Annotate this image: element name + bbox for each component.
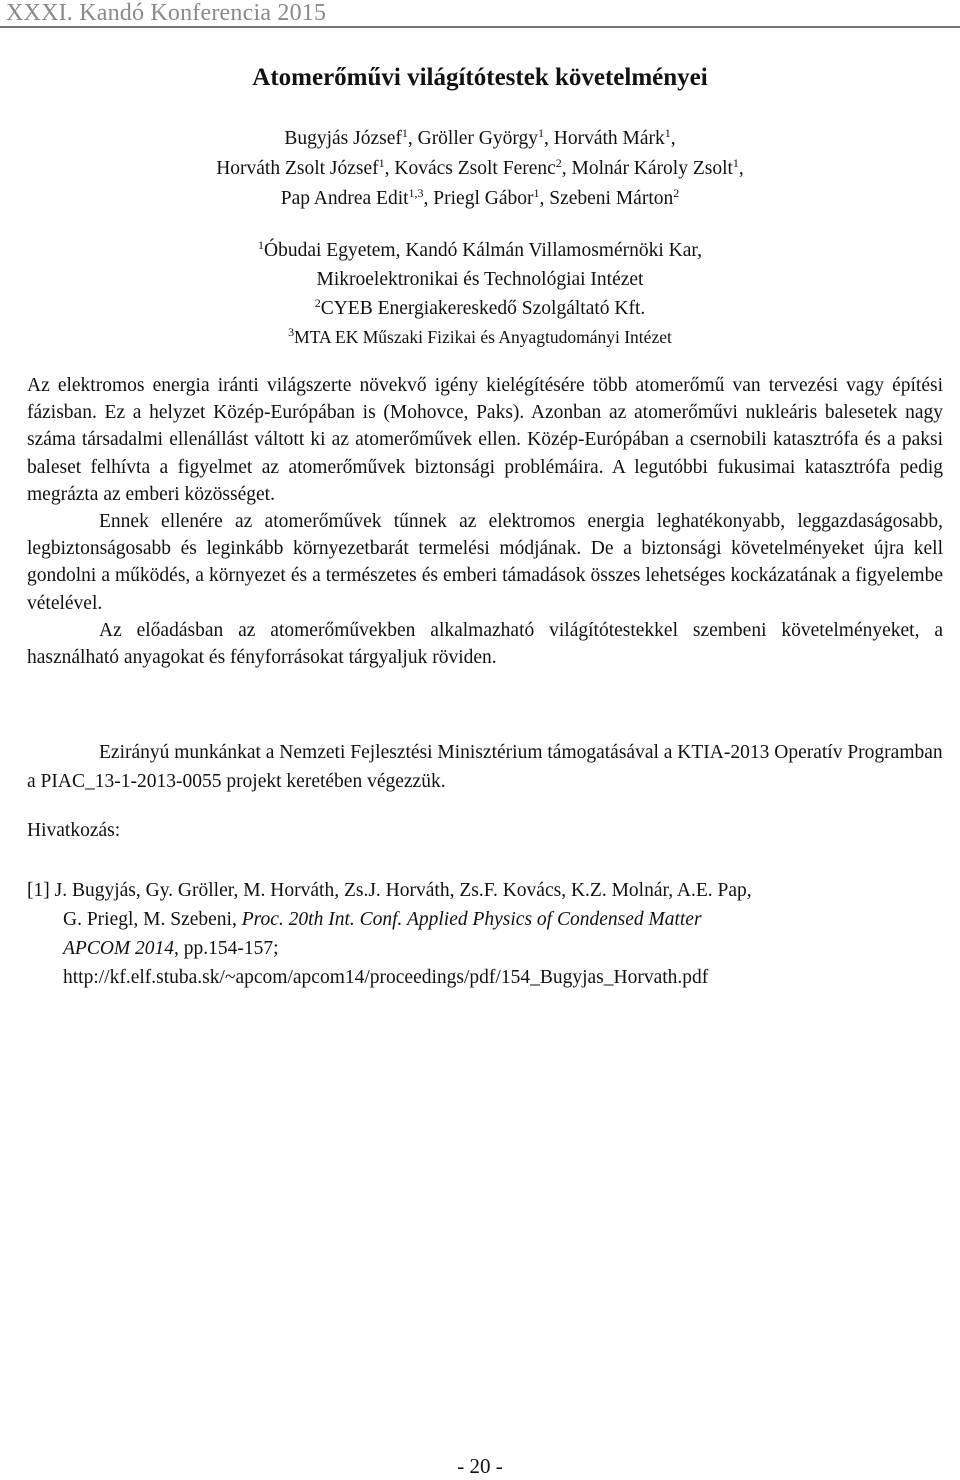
affiliation-marker: 1 [538, 126, 545, 140]
page-number: - 20 - [457, 1454, 503, 1478]
affiliation-text: CYEB Energiakereskedő Szolgáltató Kft. [320, 298, 646, 319]
reference-line: [1] J. Bugyjás, Gy. Gröller, M. Horváth, Zs.J. Horváth, Zs.F. Kovács, K.Z. Molnár, A.E. Pap, [27, 880, 752, 901]
reference-venue: Proc. 20th Int. Conf. Applied Physics of Condensed Matter [241, 909, 702, 930]
reference-1 [27, 876, 943, 992]
author-name: Pap Andrea Edit [280, 188, 409, 209]
affiliation-marker: 2 [555, 156, 562, 170]
author-separator: , [670, 128, 676, 149]
affiliation-marker: 1 [378, 156, 385, 170]
affiliation-marker: 1 [664, 126, 671, 140]
author-name: Horváth Zsolt József [216, 158, 379, 179]
acknowledgement [27, 738, 943, 796]
reference-pages: , pp.154-157; [174, 938, 279, 959]
author-name: , Molnár Károly Zsolt [561, 158, 733, 179]
author-line-3 [0, 184, 960, 214]
abstract [27, 372, 943, 671]
reference-venue: APCOM 2014 [63, 938, 175, 959]
affiliation-marker: 1 [732, 156, 739, 170]
affiliation-1-cont [0, 265, 960, 294]
running-header [0, 0, 960, 28]
author-name: , Priegl Gábor [423, 188, 534, 209]
affiliation-text: Mikroelektronikai és Technológiai Intézet [316, 269, 644, 290]
author-name: , Gröller György [407, 128, 539, 149]
affiliation-marker: 1,3 [408, 186, 424, 200]
author-line-2 [0, 154, 960, 184]
author-name: , Horváth Márk [544, 128, 665, 149]
affiliation-text: MTA EK Műszaki Fizikai és Anyagtudományi Intézet [294, 327, 672, 347]
conference-title: XXXI. Kandó Konferencia 2015 [6, 0, 327, 26]
affiliation-1 [0, 236, 960, 265]
author-name: , Szebeni Márton [539, 188, 674, 209]
affiliation-number: 1 [258, 238, 265, 252]
affiliation-marker: 1 [533, 186, 540, 200]
abstract-paragraph-3: Az előadásban az atomerőművekben alkalmazható világítótestekkel szembeni követelményeket, a használható anyagokat és fényforrásokat tárgyaljuk röviden. [27, 619, 943, 669]
affiliation-list [0, 236, 960, 352]
acknowledgement-text: Ezirányú munkánkat a Nemzeti Fejlesztési Minisztérium támogatásával a KTIA-2013 Operatív Programban a PIAC_13-1-2013-0055 projekt keretében végezzük. [27, 742, 943, 792]
reference-authors: G. Priegl, M. Szebeni, [63, 909, 242, 930]
references-heading: Hivatkozás: [27, 820, 121, 841]
reference-line [27, 905, 943, 934]
paper-title: Atomerőművi világítótestek követelményei [252, 64, 708, 91]
author-name: Bugyjás József [284, 128, 402, 149]
affiliation-text: Óbudai Egyetem, Kandó Kálmán Villamosmérnöki Kar, [264, 240, 702, 261]
affiliation-2 [0, 294, 960, 323]
affiliation-marker: 1 [401, 126, 408, 140]
affiliation-number: 2 [314, 296, 321, 310]
author-name: , Kovács Zsolt Ferenc [384, 158, 556, 179]
author-separator: , [738, 158, 744, 179]
reference-url[interactable]: http://kf.elf.stuba.sk/~apcom/apcom14/proceedings/pdf/154_Bugyjas_Horvath.pdf [63, 967, 709, 988]
author-line-1 [0, 124, 960, 154]
author-list [0, 124, 960, 214]
reference-line [27, 934, 943, 963]
abstract-paragraph-1: Az elektromos energia iránti világszerte növekvő igény kielégítésére több atomerőmű van tervezési vagy építési fázisban. Ez a helyzet Közép-Európában is (Mohovce, Paks). Azonban az atomerőművi nukleáris balesetek nagy száma társadalmi ellenállást váltott ki az atomerőművek ellen. Közép-Európában a csernobili katasztrófa és a paksi baleset felhívta a figyelmet az atomerőművek biztonsági problémáira. A legutóbbi fukusimai katasztrófa pedig megrázta az emberi közösséget. [27, 375, 943, 505]
affiliation-marker: 2 [673, 186, 680, 200]
abstract-paragraph-2: Ennek ellenére az atomerőművek tűnnek az elektromos energia leghatékonyabb, leggazdaságosabb, legbiztonságosabb és leginkább környezetbarát termelési módjának. De a biztonsági követelményeket újra kell gondolni a működés, a környezet és a természetes és emberi támadások összes lehetséges kockázatának a figyelembe vételével. [27, 511, 943, 614]
affiliation-number: 3 [288, 325, 295, 339]
affiliation-3 [0, 323, 960, 352]
